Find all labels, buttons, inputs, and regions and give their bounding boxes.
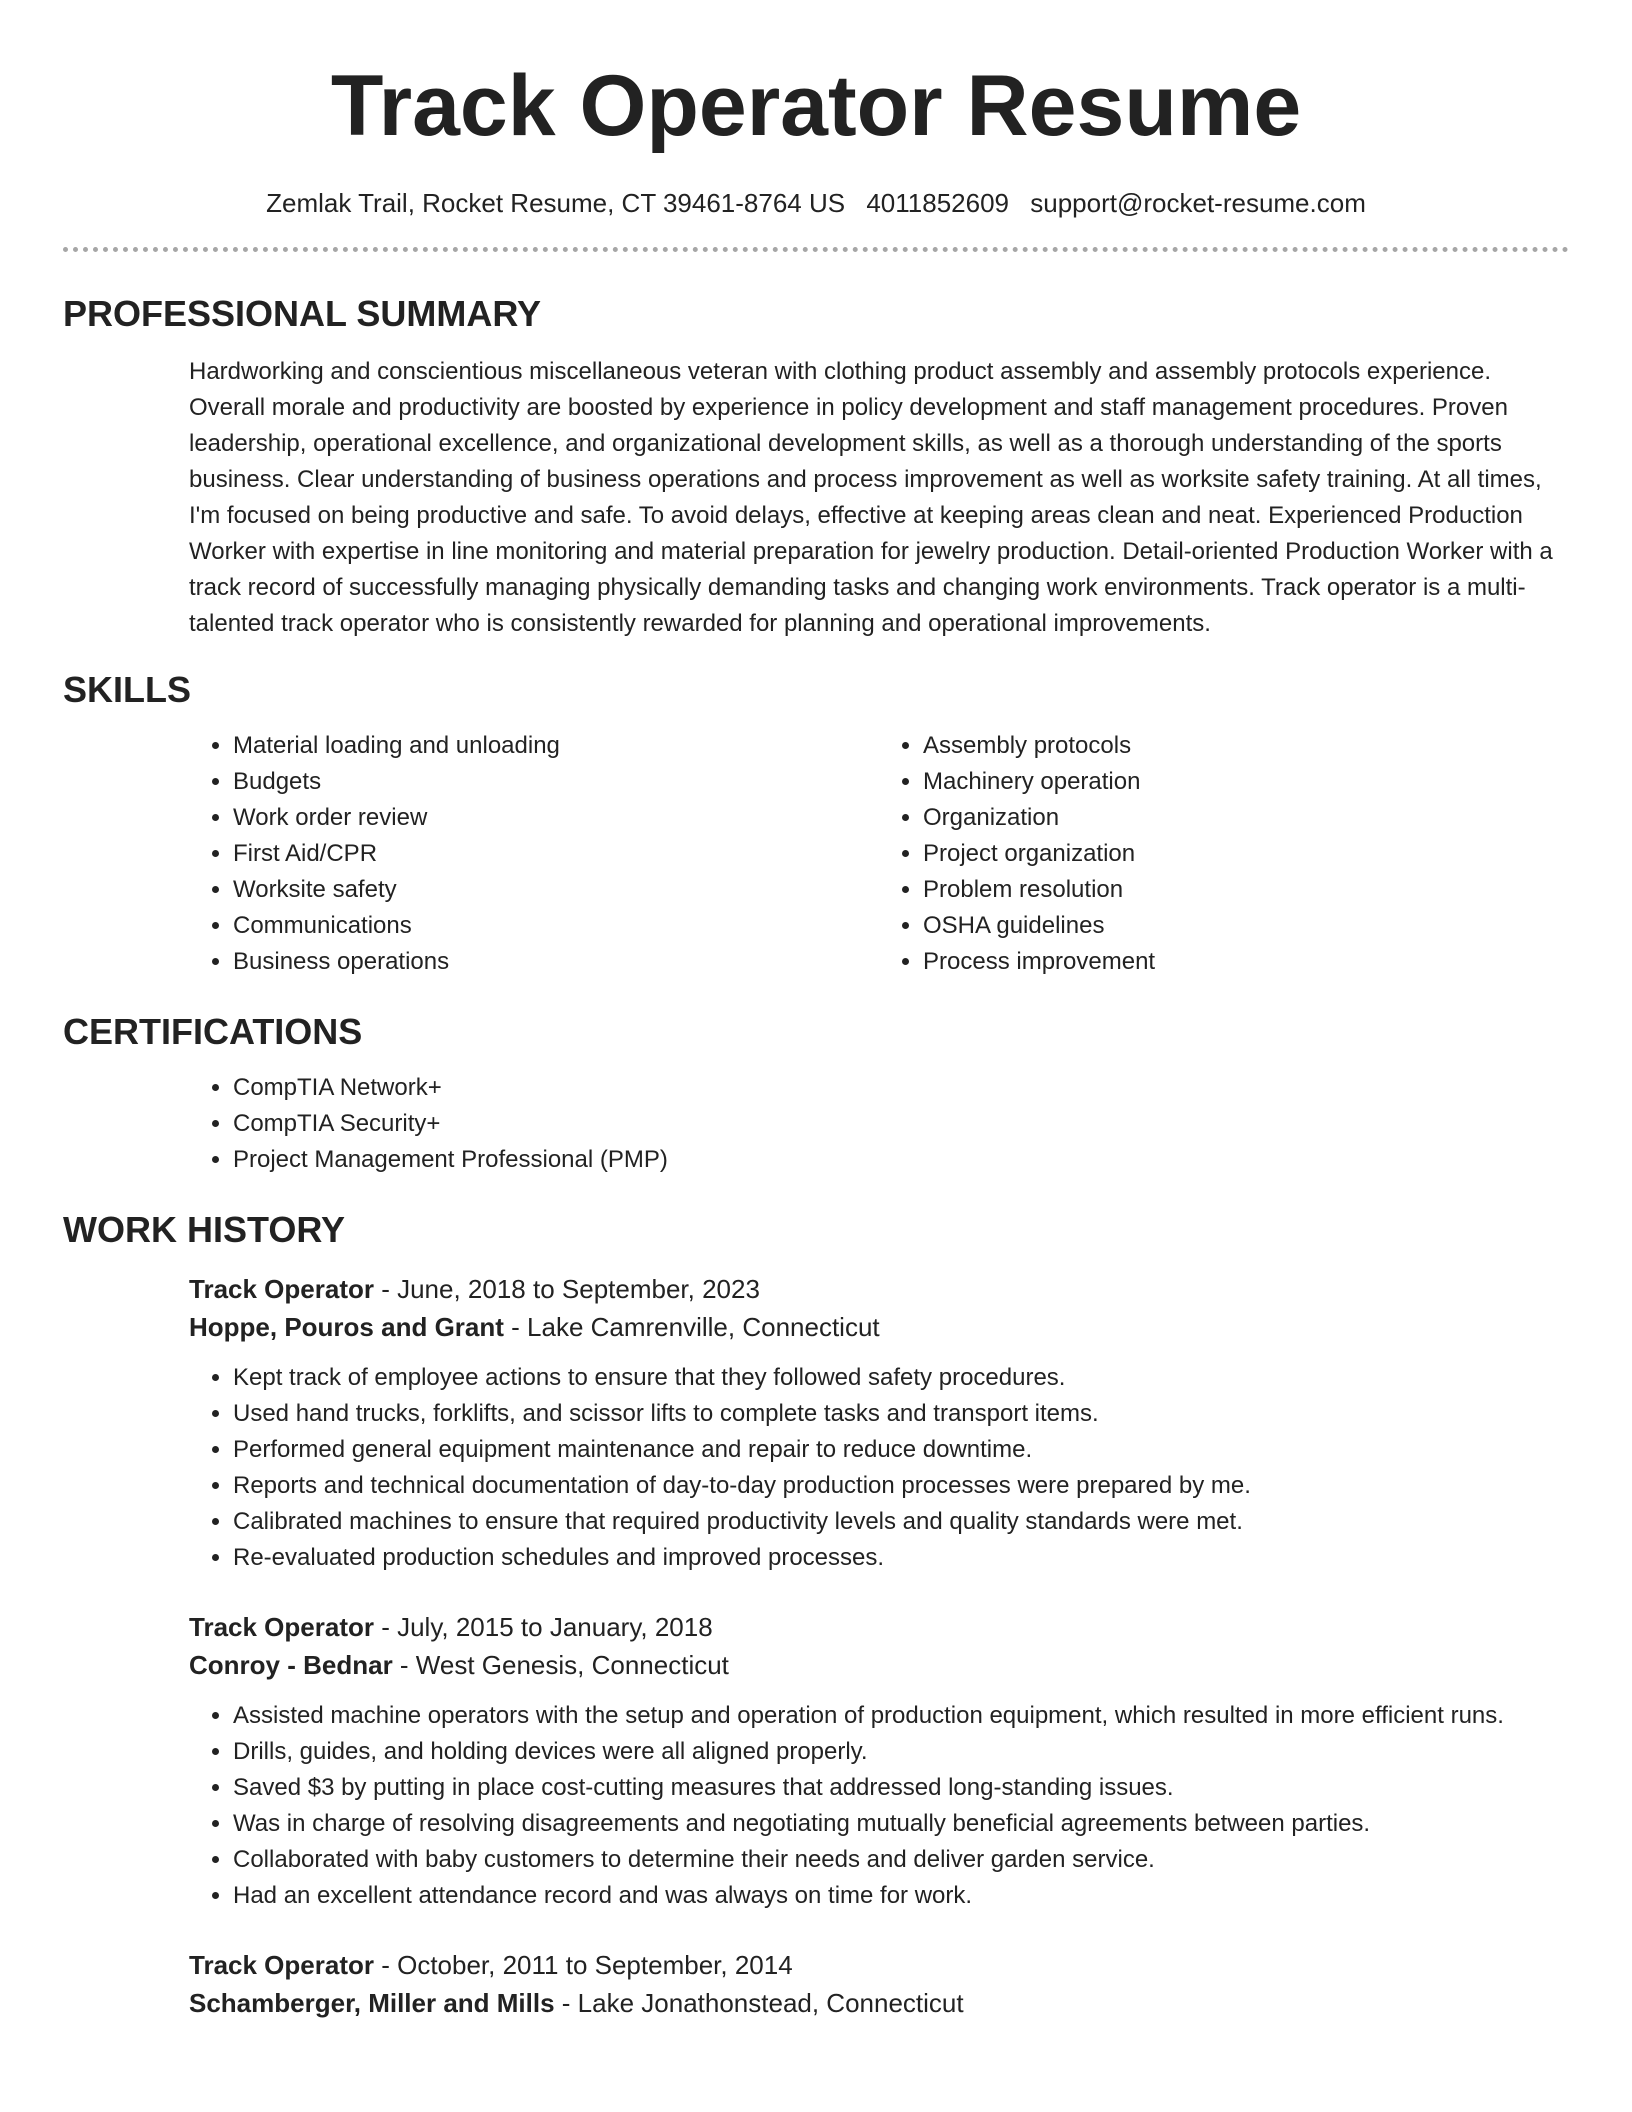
skill-item: • First Aid/CPR — [233, 836, 879, 872]
job-title-line — [189, 1270, 1569, 1308]
job-bullet: • Collaborated with baby customers to determine their needs and deliver garden service. — [233, 1842, 1569, 1878]
skill-item: • Communications — [233, 908, 879, 944]
job-bullet: • Was in charge of resolving disagreements and negotiating mutually beneficial agreements between parties. — [233, 1806, 1569, 1842]
summary-text: Hardworking and conscientious miscellaneous veteran with clothing product assembly and assembly protocols experience. Overall morale and productivity are boosted by experience in policy development and staff management procedures. Proven leadership, operational excellence, and organizational development skills, as well as a thorough understanding of the sports business. Clear understanding of business operations and process improvement as well as worksite safety training. At all times, I'm focused on being productive and safe. To avoid delays, effective at keeping areas clean and neat. Experienced Production Worker with expertise in line monitoring and material preparation for jewelry production. Detail-oriented Production Worker with a track record of successfully managing physically demanding tasks and changing work environments. Track operator is a multi-talented track operator who is consistently rewarded for planning and operational improvements. — [189, 358, 1553, 637]
job-dates: - October, 2011 to September, 2014 — [373, 1950, 793, 1980]
job-title-line — [189, 1608, 1569, 1646]
resume-header — [63, 0, 1569, 220]
job-company-line — [189, 1984, 1569, 2022]
job-bullet: • Calibrated machines to ensure that required productivity levels and quality standards were met. — [233, 1504, 1569, 1540]
job-bullet: • Re-evaluated production schedules and improved processes. — [233, 1540, 1569, 1576]
job-location: - Lake Jonathonstead, Connecticut — [554, 1988, 964, 2018]
certification-item: • CompTIA Security+ — [233, 1106, 1569, 1142]
certification-item: • Project Management Professional (PMP) — [233, 1142, 1569, 1178]
contact-phone: 4011852609 — [866, 188, 1010, 218]
work-history-section — [63, 1210, 1569, 2022]
job-company: Hoppe, Pouros and Grant — [189, 1312, 504, 1342]
job-company: Conroy - Bednar — [189, 1650, 393, 1680]
job-entry — [189, 1946, 1569, 2022]
job-location: - Lake Camrenville, Connecticut — [503, 1312, 880, 1342]
job-bullets — [189, 1360, 1569, 1576]
job-company-line — [189, 1308, 1569, 1346]
skill-item: • Business operations — [233, 944, 879, 980]
certifications-list — [189, 1070, 1569, 1178]
skills-grid — [189, 728, 1569, 980]
skill-item: • Problem resolution — [923, 872, 1569, 908]
job-bullet: • Saved $3 by putting in place cost-cutting measures that addressed long-standing issues. — [233, 1770, 1569, 1806]
summary-body — [189, 354, 1569, 642]
certifications-body — [189, 1070, 1569, 1178]
certification-item: • CompTIA Network+ — [233, 1070, 1569, 1106]
skill-item: • Worksite safety — [233, 872, 879, 908]
job-title-line — [189, 1946, 1569, 1984]
skill-item: • Organization — [923, 800, 1569, 836]
job-entry — [189, 1608, 1569, 1914]
skills-list-right — [879, 728, 1569, 980]
skill-item: • Project organization — [923, 836, 1569, 872]
contact-line — [63, 186, 1569, 220]
contact-email[interactable]: support@rocket-resume.com — [1030, 188, 1366, 218]
summary-heading: PROFESSIONAL SUMMARY — [63, 293, 542, 334]
contact-address: Zemlak Trail, Rocket Resume, CT 39461-8764 US — [266, 188, 846, 218]
skill-item: • Budgets — [233, 764, 879, 800]
certifications-heading: CERTIFICATIONS — [63, 1011, 363, 1052]
work-history-body — [189, 1270, 1569, 2022]
job-bullet: • Drills, guides, and holding devices were all aligned properly. — [233, 1734, 1569, 1770]
work-history-heading: WORK HISTORY — [63, 1209, 346, 1250]
header-divider — [63, 247, 1569, 252]
resume-title: Track Operator Resume — [330, 58, 1302, 154]
summary-section — [63, 294, 1569, 642]
job-bullet: • Performed general equipment maintenance and repair to reduce downtime. — [233, 1432, 1569, 1468]
certifications-section — [63, 1012, 1569, 1178]
job-bullet: • Kept track of employee actions to ensure that they followed safety procedures. — [233, 1360, 1569, 1396]
job-dates: - June, 2018 to September, 2023 — [373, 1274, 760, 1304]
skills-heading: SKILLS — [63, 669, 192, 710]
job-dates: - July, 2015 to January, 2018 — [373, 1612, 713, 1642]
skills-list-left — [189, 728, 879, 980]
skill-item: • Work order review — [233, 800, 879, 836]
job-bullet: • Used hand trucks, forklifts, and scissor lifts to complete tasks and transport items. — [233, 1396, 1569, 1432]
job-role: Track Operator — [189, 1612, 374, 1642]
job-bullet: • Had an excellent attendance record and was always on time for work. — [233, 1878, 1569, 1914]
job-bullets — [189, 1698, 1569, 1914]
job-bullet: • Reports and technical documentation of day-to-day production processes were prepared by me. — [233, 1468, 1569, 1504]
job-role: Track Operator — [189, 1950, 374, 1980]
job-role: Track Operator — [189, 1274, 374, 1304]
skill-item: • Process improvement — [923, 944, 1569, 980]
skills-section — [63, 670, 1569, 980]
skill-item: • Material loading and unloading — [233, 728, 879, 764]
skill-item: • Machinery operation — [923, 764, 1569, 800]
job-company: Schamberger, Miller and Mills — [189, 1988, 555, 2018]
job-bullet: • Assisted machine operators with the setup and operation of production equipment, which resulted in more efficient runs. — [233, 1698, 1569, 1734]
job-location: - West Genesis, Connecticut — [392, 1650, 729, 1680]
skill-item: • OSHA guidelines — [923, 908, 1569, 944]
skill-item: • Assembly protocols — [923, 728, 1569, 764]
job-entry — [189, 1270, 1569, 1576]
job-company-line — [189, 1646, 1569, 1684]
